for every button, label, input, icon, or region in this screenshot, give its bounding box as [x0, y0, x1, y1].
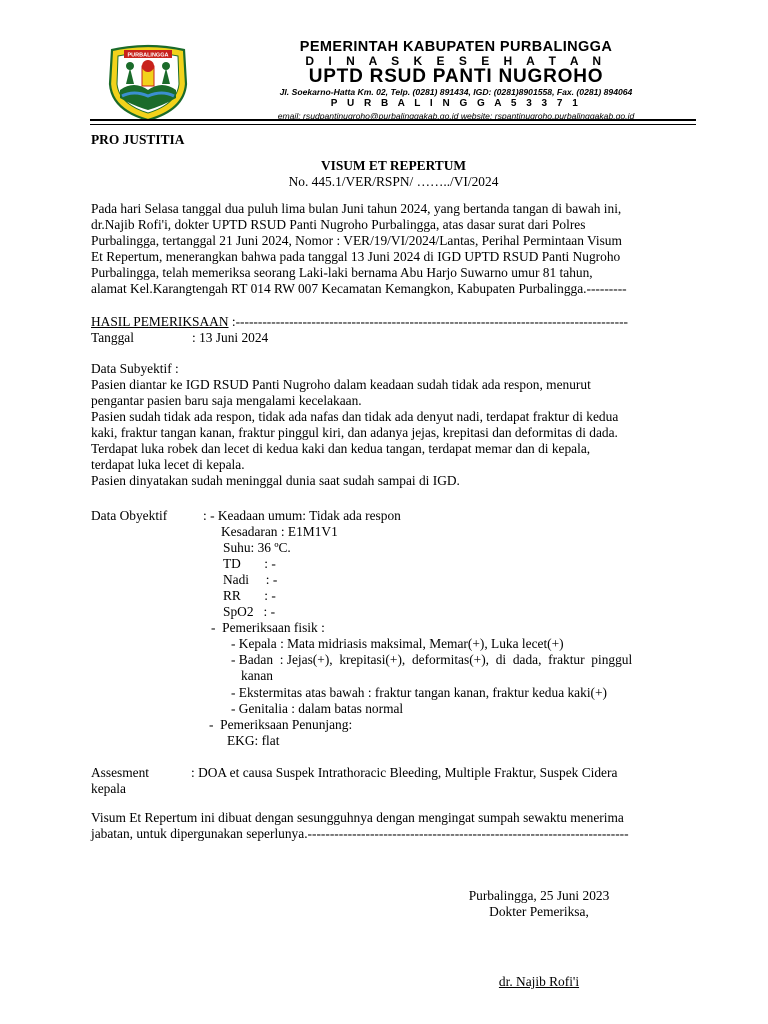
obyektif-suhu: Suhu: 36 ºC. — [223, 540, 291, 555]
signer-name-text: dr. Najib Rofi'i — [498, 974, 580, 989]
subyektif-label: Data Subyektif : — [91, 361, 179, 376]
letterhead-government: PEMERINTAH KABUPATEN PURBALINGGA — [299, 39, 613, 55]
obyektif-rr: RR : - — [223, 588, 276, 603]
assesment-cont: kepala — [91, 781, 126, 796]
pemeriksaan-penunjang-heading: - Pemeriksaan Penunjang: — [209, 717, 353, 732]
letterhead-contact: email: rsudpantinugroho@purbalinggakab.go.id website: rspantinugroho.purbalinggakab.go.id — [277, 111, 635, 121]
subyektif-line: pengantar pasien baru saja mengalami kecelakaan. — [91, 393, 362, 408]
subyektif-line: Pasien diantar ke IGD RSUD Panti Nugroho dalam keadaan sudah tidak ada respon, menurut — [91, 377, 591, 392]
closing-line: jabatan, untuk dipergunakan seperlunya.------------------------------------------------------------------------ — [91, 826, 629, 841]
intro-line: Pada hari Selasa tanggal dua puluh lima bulan Juni tahun 2024, yang bertanda tangan di bawah ini, — [91, 201, 622, 216]
obyektif-nadi: Nadi : - — [223, 572, 278, 587]
document-number: No. 445.1/VER/RSPN/ ……../VI/2024 — [288, 174, 499, 189]
intro-line: Purbalingga, tertanggal 21 Juni 2024, Nomor : VER/19/VI/2024/Lantas, Perihal Permintaan Visum — [91, 233, 622, 248]
closing-line: Visum Et Repertum ini dibuat dengan sesungguhnya dengan mengingat sumpah sewaktu menerima — [91, 810, 624, 825]
hasil-label: HASIL PEMERIKSAAN — [91, 314, 229, 329]
subyektif-line: kaki, fraktur tangan kanan, fraktur pinggul kiri, dan adanya jejas, krepitasi dan deformitas di dada. — [91, 425, 618, 440]
intro-line: Purbalingga, telah memeriksa seorang Laki-laki bernama Abu Harjo Suwarno umur 81 tahun, — [91, 265, 593, 280]
logo-text: PURBALINGGA — [127, 52, 169, 59]
letterhead-city: P U R B A L I N G G A 5 3 3 7 1 — [330, 98, 582, 109]
fisik-badan: - Badan : Jejas(+), krepitasi(+), deformitas(+), di dada, fraktur pinggul — [231, 652, 633, 667]
obyektif-kesadaran: Kesadaran : E1M1V1 — [221, 524, 338, 539]
assesment-label: Assesment — [91, 765, 150, 780]
tanggal-value: : 13 Juni 2024 — [192, 330, 269, 345]
letterhead — [0, 0, 768, 125]
document-title: VISUM ET REPERTUM — [320, 158, 467, 173]
signature-place-date: Purbalingga, 25 Juni 2023 — [468, 888, 610, 903]
subyektif-line: Terdapat luka robek dan lecet di kedua kaki dan kedua tangan, terdapat memar dan di kepala, — [91, 441, 591, 456]
obyektif-label: Data Obyektif — [91, 508, 168, 523]
letterhead-address: Jl. Soekarno-Hatta Km. 02, Telp. (0281) 891434, IGD: (0281)8901558, Fax. (0281) 894064 — [279, 87, 633, 97]
pemeriksaan-fisik-heading: - Pemeriksaan fisik : — [211, 620, 325, 635]
purbalingga-coat-of-arms-icon — [104, 44, 192, 122]
fisik-badan-cont: kanan — [241, 668, 273, 683]
signature-role: Dokter Pemeriksa, — [489, 904, 589, 919]
subyektif-paragraph — [91, 377, 697, 489]
obyektif-spo2: SpO2 : - — [223, 604, 276, 619]
fisik-genitalia: - Genitalia : dalam batas normal — [231, 701, 404, 716]
intro-line: alamat Kel.Karangtengah RT 014 RW 007 Kecamatan Kemangkon, Kabupaten Purbalingga.--------- — [91, 281, 627, 296]
tanggal-label: Tanggal — [91, 330, 134, 345]
penunjang-ekg: EKG: flat — [227, 733, 280, 748]
subyektif-line: terdapat luka lecet di kepala. — [91, 457, 245, 472]
assesment-text: : DOA et causa Suspek Intrathoracic Bleeding, Multiple Fraktur, Suspek Cidera — [191, 765, 618, 780]
intro-line: Et Repertum, menerangkan bahwa pada tanggal 13 Juni 2024 di IGD UPTD RSUD Panti Nugroho — [91, 249, 621, 264]
letterhead-department: D I N A S K E S E H A T A N — [305, 54, 607, 68]
fisik-kepala: - Kepala : Mata midriasis maksimal, Memar(+), Luka lecet(+) — [231, 636, 564, 651]
intro-paragraph — [91, 201, 697, 297]
subyektif-line: Pasien dinyatakan sudah meninggal dunia saat sudah sampai di IGD. — [91, 473, 460, 488]
letterhead-thin-divider — [90, 124, 696, 125]
hasil-dashes: :---------------------------------------------------------------------------------------- — [228, 314, 628, 329]
fisik-ekstremitas: - Ekstermitas atas bawah : fraktur tangan kanan, fraktur kedua kaki(+) — [231, 685, 608, 700]
letterhead-thick-divider — [90, 119, 696, 121]
pro-justitia-heading: PRO JUSTITIA — [91, 132, 185, 147]
obyektif-td: TD : - — [223, 556, 276, 571]
subyektif-line: Pasien sudah tidak ada respon, tidak ada nafas dan tidak ada denyut nadi, terdapat fraktur di kedua — [91, 409, 619, 424]
hasil-pemeriksaan-heading — [91, 314, 628, 330]
intro-line: dr.Najib Rofi'i, dokter UPTD RSUD Panti Nugroho Purbalingga, atas dasar surat dari Polres — [91, 217, 586, 232]
signature-name — [430, 974, 648, 990]
letterhead-hospital-name: UPTD RSUD PANTI NUGROHO — [308, 66, 604, 87]
closing-paragraph — [91, 810, 697, 842]
obyektif-keadaan-umum: : - Keadaan umum: Tidak ada respon — [203, 508, 401, 523]
